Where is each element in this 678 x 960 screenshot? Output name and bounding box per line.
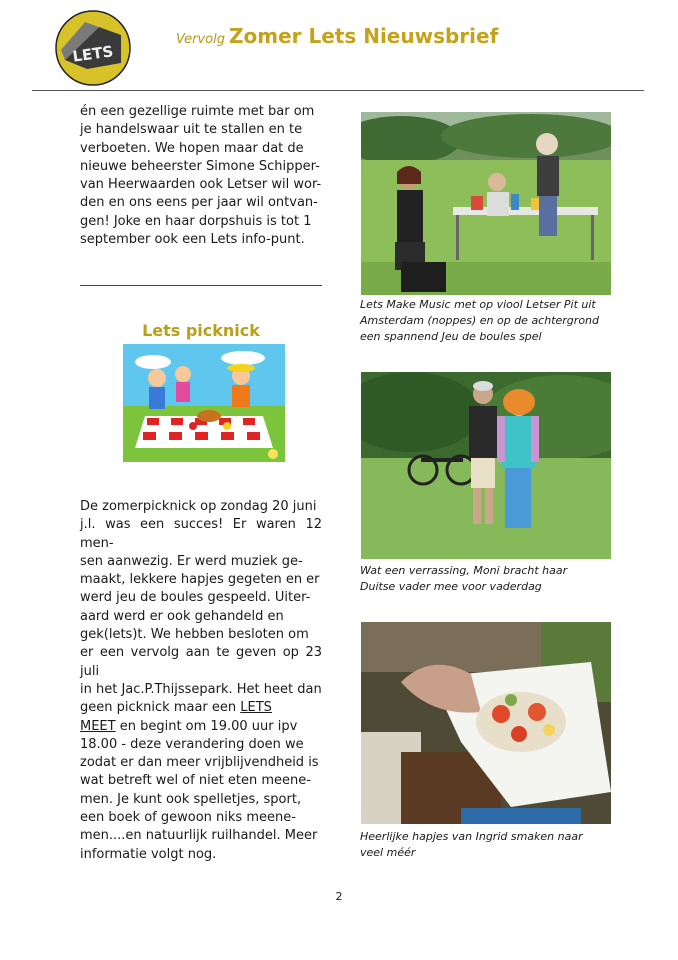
text-line: informatie volgt nog. xyxy=(80,846,217,862)
article-paragraph-1 xyxy=(80,103,322,249)
text-line: zodat er dan meer vrijblijvendheid is xyxy=(80,755,319,771)
text-line: maakt, lekkere hapjes gegeten en er xyxy=(80,572,320,588)
text-line: een boek of gewoon niks meene- xyxy=(80,810,296,826)
caption-line: Amsterdam (noppes) en op de achtergrond xyxy=(360,314,599,327)
lets-meet-link[interactable]: MEET xyxy=(80,718,116,734)
text-line: aard werd er ook gehandeld en xyxy=(80,608,284,624)
text-line: j.l. was een succes! Er waren 12 men- xyxy=(80,517,322,551)
header-divider xyxy=(32,90,644,91)
text-span: geen picknick maar een xyxy=(80,700,241,716)
logo-text: LETS xyxy=(71,42,115,66)
caption-line: veel méér xyxy=(360,846,416,859)
caption-line: een spannend Jeu de boules spel xyxy=(360,330,542,343)
text-line: De zomerpicknick op zondag 20 juni xyxy=(80,499,317,514)
text-line: er een vervolg aan te geven op 23 juli xyxy=(80,645,322,679)
text-line: nieuwe beheerster Simone Schipper- xyxy=(80,158,320,174)
section-title: Lets picknick xyxy=(142,321,260,340)
text-span: en begint om 19.00 uur ipv xyxy=(115,718,298,734)
newsletter-title xyxy=(176,24,498,48)
text-line: sen aanwezig. Er werd muziek ge- xyxy=(80,553,303,569)
picnic-illustration xyxy=(123,344,285,462)
text-line: je handelswaar uit te stallen en te xyxy=(80,122,303,138)
text-line: gek(lets)t. We hebben besloten om xyxy=(80,627,309,643)
text-line: in het Jac.P.Thijssepark. Het heet dan xyxy=(80,681,322,697)
text-line xyxy=(80,699,322,717)
title-prefix: Vervolg xyxy=(176,32,225,47)
caption-line: Heerlijke hapjes van Ingrid smaken naar xyxy=(360,830,583,843)
text-line: men. Je kunt ook spelletjes, sport, xyxy=(80,791,302,807)
people-photo xyxy=(361,372,611,559)
caption-line: Duitse vader mee voor vaderdag xyxy=(360,580,542,593)
section-divider xyxy=(80,285,322,286)
photo-caption xyxy=(360,829,612,861)
text-line xyxy=(80,718,322,736)
page-number: 2 xyxy=(335,890,343,903)
text-line: 18.00 - deze verandering doen we xyxy=(80,736,304,752)
photo-caption xyxy=(360,297,612,345)
text-line: van Heerwaarden ook Letser wil wor- xyxy=(80,177,322,193)
food-photo xyxy=(361,622,611,824)
text-line: september ook een Lets info-punt. xyxy=(80,232,305,248)
title-main: Zomer Lets Nieuwsbrief xyxy=(229,24,499,48)
text-line: men....en natuurlijk ruilhandel. Meer xyxy=(80,828,318,844)
caption-line: Wat een verrassing, Moni bracht haar xyxy=(360,564,568,577)
text-line: én een gezellige ruimte met bar om xyxy=(80,104,315,119)
lets-meet-link[interactable]: LETS xyxy=(240,700,272,716)
caption-line: Lets Make Music met op viool Letser Pit uit xyxy=(360,298,596,311)
text-line: gen! Joke en haar dorpshuis is tot 1 xyxy=(80,213,312,229)
text-line: den en ons eens per jaar wil ontvan- xyxy=(80,195,318,211)
photo-caption xyxy=(360,563,612,595)
lets-logo xyxy=(55,10,131,86)
music-photo xyxy=(361,112,611,295)
text-line: wat betreft wel of niet eten meene- xyxy=(80,773,311,789)
text-line: verboeten. We hopen maar dat de xyxy=(80,140,304,156)
article-paragraph-2 xyxy=(80,498,322,864)
text-line: werd jeu de boules gespeeld. Uiter- xyxy=(80,590,311,606)
